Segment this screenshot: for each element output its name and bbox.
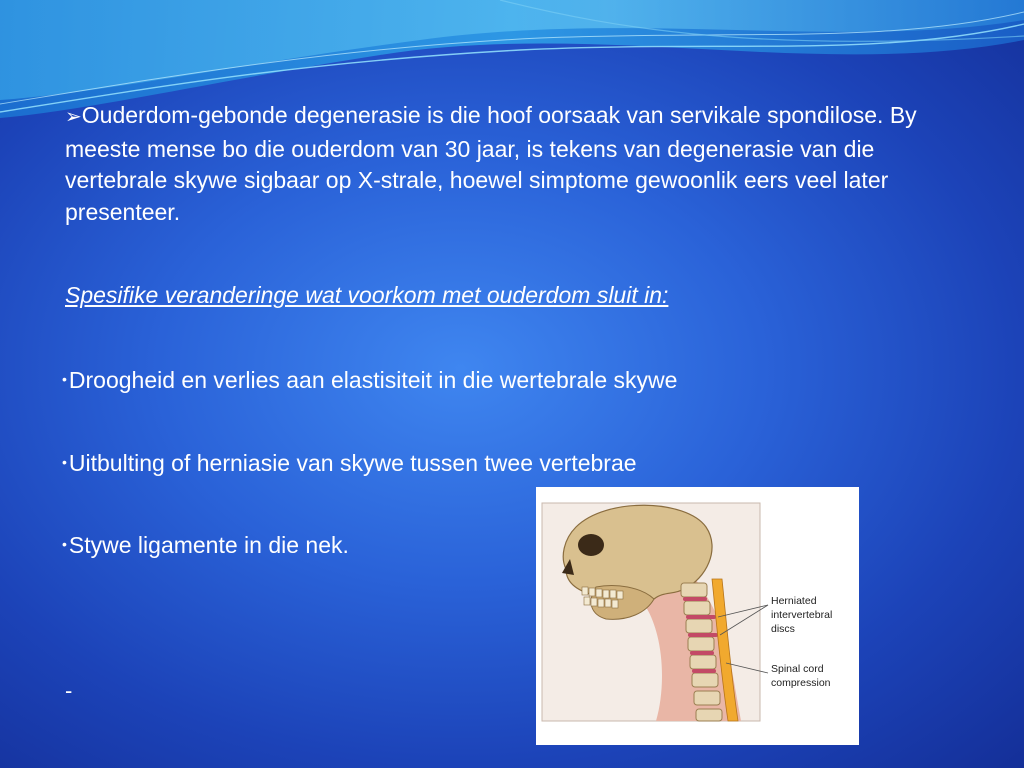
figure-label-discs: discs — [771, 623, 795, 635]
figure-label-intervertebral: intervertebral — [771, 609, 833, 621]
bullet-text: Uitbulting of herniasie van skywe tussen twee vertebrae — [68, 450, 637, 476]
intro-paragraph-block — [65, 100, 945, 228]
bullet-item — [62, 532, 349, 559]
bullet-dot-icon: • — [62, 371, 67, 387]
figure-label-spinal-cord: Spinal cord — [771, 663, 824, 675]
bullet-dot-icon: • — [62, 536, 67, 552]
bullet-item — [62, 367, 677, 394]
trailing-dash: - — [65, 678, 73, 703]
bullet-item — [62, 450, 637, 477]
eye-socket-shape — [578, 534, 604, 556]
arrow-bullet-icon: ➢ — [65, 106, 82, 128]
bullet-dot-icon: • — [62, 454, 67, 470]
figure-label-herniated: Herniated — [771, 595, 817, 607]
bullet-text: Droogheid en verlies aan elastisiteit in die wertebrale skywe — [68, 367, 678, 393]
section-subtitle: Spesifike veranderinge wat voorkom met ouderdom sluit in: — [65, 282, 669, 308]
figure-label-compression: compression — [771, 677, 831, 689]
cervical-spine-illustration — [536, 487, 859, 745]
bullet-text: Stywe ligamente in die nek. — [68, 532, 349, 558]
intro-text: Ouderdom-gebonde degenerasie is die hoof oorsaak van servikale spondilose. By meeste mense bo die ouderdom van 30 jaar, is tekens van degenerasie van die vertebrale skywe sigbaar op X-strale, hoewel simptome gewoonlik eers veel later presenteer. — [65, 102, 917, 225]
intro-paragraph — [65, 100, 945, 228]
